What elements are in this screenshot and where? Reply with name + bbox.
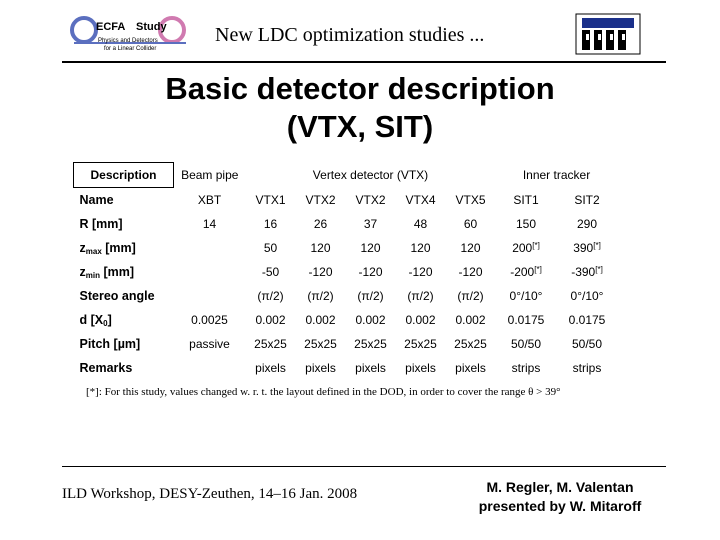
logo-text-study: Study <box>136 21 167 33</box>
table-cell: VTX4 <box>405 192 436 207</box>
logo-caption-1: Physics and Detectors <box>98 38 158 44</box>
table-cell: VTX1 <box>255 192 286 207</box>
table-cell: 26 <box>313 217 328 231</box>
star-marker: [*] <box>534 265 542 274</box>
table-row-remarks <box>74 356 618 380</box>
row-label-radius: R [mm] <box>79 217 123 231</box>
header-inner-tracker: Inner tracker <box>522 168 591 182</box>
table-cell: strips <box>511 361 541 375</box>
table-cell: -50 <box>261 265 280 279</box>
table-cell: 0.0025 <box>191 313 228 327</box>
footnote: [*]: For this study, values changed w. r. t. the layout defined in the DOD, in order to cover the range θ > 39° <box>86 386 561 398</box>
table-cell: 290 <box>576 217 598 231</box>
table-cell: (π/2) <box>307 289 334 303</box>
table-cell: VTX5 <box>455 192 486 207</box>
row-label-zmin: $z_{min}$ [mm] <box>79 264 135 280</box>
table-cell <box>174 284 246 308</box>
logo-caption-2: for a Linear Collider <box>104 46 157 52</box>
table-cell: 50/50 <box>571 337 603 351</box>
table-cell: 120 <box>360 241 381 255</box>
table-cell: -200[*] <box>510 265 542 279</box>
table-cell: 0.002 <box>255 313 286 327</box>
table-cell: 37 <box>363 217 378 231</box>
row-label-name: Name <box>79 193 114 207</box>
table-cell: 120 <box>410 241 431 255</box>
table-cell: (π/2) <box>407 289 434 303</box>
table-row-radius <box>74 212 618 236</box>
header-divider <box>62 61 666 63</box>
table-cell: 25x25 <box>254 337 287 351</box>
table-cell: 0.002 <box>305 313 336 327</box>
row-label-zmax: $z_{max}$ [mm] <box>79 240 136 256</box>
table-cell: pixels <box>255 361 286 375</box>
table-cell: 0°/10° <box>509 289 543 303</box>
table-cell: 0°/10° <box>570 289 604 303</box>
table-cell: 0.0175 <box>507 313 545 327</box>
table-cell <box>174 356 246 380</box>
table-cell: SIT1 <box>513 192 539 207</box>
table-cell: strips <box>572 361 602 375</box>
star-marker: [*] <box>593 241 601 250</box>
table-cell: pixels <box>305 361 336 375</box>
table-cell: passive <box>189 337 230 351</box>
ecfa-study-logo <box>66 14 192 54</box>
table-cell: (π/2) <box>257 289 284 303</box>
table-cell: 0.0175 <box>568 313 606 327</box>
table-cell: 14 <box>202 217 217 231</box>
table-cell: SIT2 <box>574 192 600 207</box>
table-row-thickness <box>74 308 618 332</box>
table-cell: 25x25 <box>304 337 337 351</box>
footer-authors <box>460 478 660 516</box>
table-cell: pixels <box>455 361 486 375</box>
table-cell: (π/2) <box>457 289 484 303</box>
header-beam-pipe: Beam pipe <box>181 168 239 182</box>
slide-title <box>0 70 720 146</box>
table-row-zmin <box>74 260 618 284</box>
table-cell: (π/2) <box>357 289 384 303</box>
table-cell: -120 <box>408 265 433 279</box>
row-label-remarks: Remarks <box>79 361 133 375</box>
table-group-header-row <box>74 163 618 188</box>
table-cell: 48 <box>413 217 428 231</box>
table-cell: 120 <box>310 241 331 255</box>
footer-authors-line1: M. Regler, M. Valentan <box>486 479 634 495</box>
table-row-name <box>74 188 618 213</box>
institute-logo <box>572 12 644 56</box>
table-cell: 0.002 <box>405 313 436 327</box>
table-cell: 25x25 <box>404 337 437 351</box>
header-vertex-detector: Vertex detector (VTX) <box>312 168 429 182</box>
table-cell: -120 <box>308 265 333 279</box>
row-label-pitch: Pitch [µm] <box>79 337 141 351</box>
detector-table <box>73 162 617 380</box>
table-row-stereo-angle <box>74 284 618 308</box>
table-cell: -120 <box>358 265 383 279</box>
star-marker: [*] <box>595 265 603 274</box>
table-cell: -120 <box>458 265 483 279</box>
table-cell <box>174 236 246 260</box>
table-cell: pixels <box>355 361 386 375</box>
table-cell: 390[*] <box>573 241 601 255</box>
table-cell: 16 <box>263 217 278 231</box>
table-cell: VTX2 <box>355 192 386 207</box>
table-cell: 50/50 <box>510 337 542 351</box>
star-marker: [*] <box>532 241 540 250</box>
table-cell: 25x25 <box>454 337 487 351</box>
table-cell: 0.002 <box>355 313 386 327</box>
table-cell: -390[*] <box>571 265 603 279</box>
table-cell: pixels <box>405 361 436 375</box>
footer-authors-line2: presented by W. Mitaroff <box>478 498 642 514</box>
table-cell: 50 <box>263 241 278 255</box>
table-cell: 25x25 <box>354 337 387 351</box>
table-cell: 120 <box>460 241 481 255</box>
header-title: New LDC optimization studies ... <box>215 24 485 46</box>
footer-divider <box>62 466 666 467</box>
table-cell <box>174 260 246 284</box>
table-cell: 0.002 <box>455 313 486 327</box>
slide-title-line1: Basic detector description <box>165 71 555 106</box>
table-cell: XBT <box>197 192 222 207</box>
footer-event: ILD Workshop, DESY-Zeuthen, 14–16 Jan. 2008 <box>62 486 358 502</box>
logo-text-ecfa: ECFA <box>96 21 126 33</box>
table-row-pitch <box>74 332 618 356</box>
table-cell: 150 <box>515 217 537 231</box>
header-description: Description <box>74 163 174 188</box>
table-cell: 60 <box>463 217 478 231</box>
row-label-stereo-angle: Stereo angle <box>79 289 155 303</box>
table-cell: VTX2 <box>305 192 336 207</box>
row-label-thickness: d $[X_0]$ <box>79 312 112 328</box>
table-cell: 200[*] <box>512 241 540 255</box>
table-row-zmax <box>74 236 618 260</box>
slide-title-line2: (VTX, SIT) <box>286 109 434 144</box>
